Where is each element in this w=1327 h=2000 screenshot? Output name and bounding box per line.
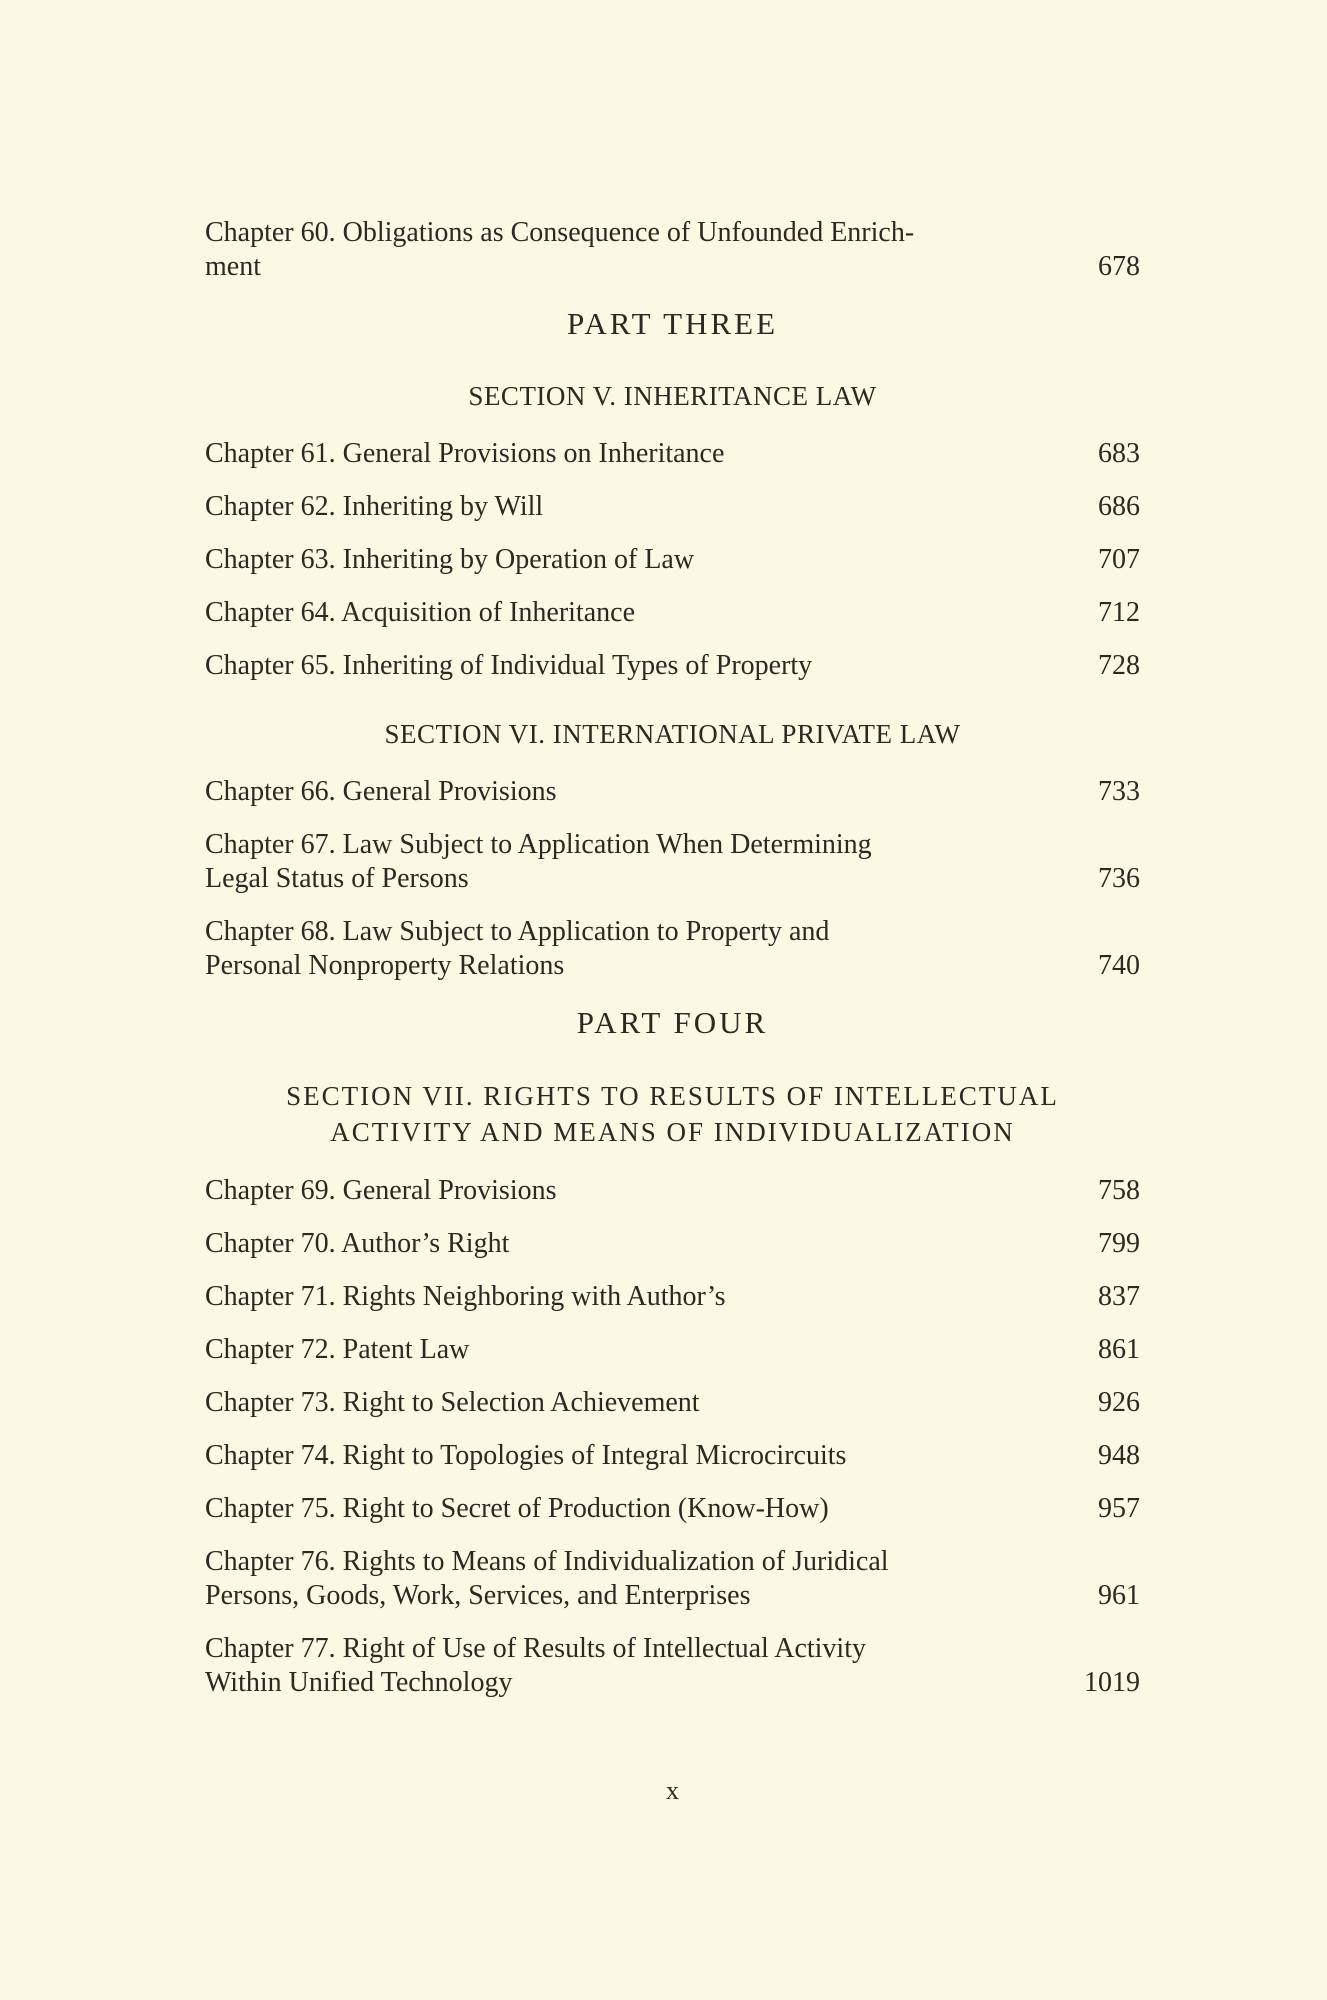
toc-entry-title (205, 490, 543, 524)
toc-entry-title (205, 596, 635, 630)
toc-entry-title (205, 915, 829, 983)
toc-entry-title (205, 828, 872, 896)
toc-entry-page-number: 861 (1098, 1334, 1140, 1365)
toc-entry-title-line: Chapter 65. Inheriting of Individual Types of Property (205, 650, 813, 681)
toc-entry-title-line: Chapter 61. General Provisions on Inheritance (205, 438, 725, 469)
toc-entry-title-line: Chapter 73. Right to Selection Achievement (205, 1387, 700, 1418)
toc-entry-title-line: Chapter 64. Acquisition of Inheritance (205, 597, 635, 628)
toc-entry-page-number: 686 (1098, 491, 1140, 522)
toc-entry-title (205, 437, 724, 471)
toc-entry-title-line: Chapter 71. Rights Neighboring with Author’s (205, 1281, 726, 1312)
toc-entry-page-number: 740 (1098, 950, 1140, 981)
toc-entry-page-number: 736 (1098, 863, 1140, 894)
toc-entry-title-line: Personal Nonproperty Relations (205, 950, 565, 981)
toc-entry-title-line: Chapter 76. Rights to Means of Individualization of Juridical (205, 1546, 889, 1577)
toc-entry-title-line: Legal Status of Persons (205, 863, 469, 894)
toc-entry-page-number: 712 (1098, 597, 1140, 628)
toc-entry-page-number: 1019 (1084, 1667, 1140, 1698)
toc-entry (205, 1545, 1140, 1613)
toc-entry-title (205, 1439, 846, 1473)
toc-entry (205, 543, 1140, 577)
toc-entry-title-line: Chapter 66. General Provisions (205, 776, 557, 807)
toc-entry-title-line: Chapter 62. Inheriting by Will (205, 491, 544, 522)
toc-entry (205, 1386, 1140, 1420)
toc-entry-page-number: 837 (1098, 1281, 1140, 1312)
toc-entry (205, 1174, 1140, 1208)
section-heading-line: ACTIVITY AND MEANS OF INDIVIDUALIZATION (330, 1117, 1015, 1147)
toc-entry-title-line: Chapter 74. Right to Topologies of Integral Microcircuits (205, 1440, 847, 1471)
toc-entry-title-line: Chapter 68. Law Subject to Application to Property and (205, 916, 830, 947)
toc-entry (205, 1227, 1140, 1261)
toc-entry-title-line: Chapter 69. General Provisions (205, 1175, 557, 1206)
toc-entry-title-line: Chapter 60. Obligations as Consequence of Unfounded Enrich- (205, 217, 915, 248)
toc-entry (205, 490, 1140, 524)
toc-entry-title (205, 1545, 889, 1613)
toc-entry-title-line: Chapter 75. Right to Secret of Production (Know-How) (205, 1493, 829, 1524)
toc-entry-page-number: 728 (1098, 650, 1140, 681)
toc-entry-page-number: 707 (1098, 544, 1140, 575)
toc-entry-title-line: Chapter 63. Inheriting by Operation of Law (205, 544, 695, 575)
toc-entry-page-number: 799 (1098, 1228, 1140, 1259)
toc-entry-title (205, 1174, 557, 1208)
toc-entry-title-line: ment (205, 251, 261, 282)
toc-entry (205, 437, 1140, 471)
toc-entry-page-number: 758 (1098, 1175, 1140, 1206)
toc-entry (205, 596, 1140, 630)
toc-entry (205, 1333, 1140, 1367)
section-heading (205, 717, 1140, 751)
toc-entry-title (205, 216, 914, 284)
toc-entry (205, 775, 1140, 809)
page-footer (205, 1774, 1140, 1808)
toc-entry-title-line: Chapter 70. Author’s Right (205, 1228, 510, 1259)
toc-entry-title-line: Persons, Goods, Work, Services, and Enterprises (205, 1580, 751, 1611)
toc-entry-title (205, 1632, 866, 1700)
section-heading-line: SECTION V. INHERITANCE LAW (468, 381, 877, 411)
section-heading (205, 1078, 1140, 1150)
section-heading (205, 379, 1140, 413)
toc-entry-title (205, 1227, 509, 1261)
toc-entry (205, 1492, 1140, 1526)
toc-entry-title-line: Chapter 67. Law Subject to Application When Determining (205, 829, 872, 860)
toc-entry-page-number: 926 (1098, 1387, 1140, 1418)
toc-entry-title (205, 775, 557, 809)
section-heading-line: SECTION VI. INTERNATIONAL PRIVATE LAW (384, 719, 961, 749)
toc-entry-title (205, 649, 812, 683)
toc-list (205, 216, 1140, 1700)
toc-entry-title-line: Chapter 77. Right of Use of Results of Intellectual Activity (205, 1633, 866, 1664)
toc-entry-title (205, 1492, 829, 1526)
section-heading-line: SECTION VII. RIGHTS TO RESULTS OF INTELLECTUAL (286, 1081, 1059, 1111)
toc-entry-page-number: 961 (1098, 1580, 1140, 1611)
toc-entry-page-number: 733 (1098, 776, 1140, 807)
part-heading: PART FOUR (576, 1005, 769, 1040)
toc-entry-page-number: 948 (1098, 1440, 1140, 1471)
toc-entry-title (205, 1333, 469, 1367)
toc-entry-page-number: 957 (1098, 1493, 1140, 1524)
toc-entry-page-number: 683 (1098, 438, 1140, 469)
toc-entry (205, 1439, 1140, 1473)
toc-entry (205, 828, 1140, 896)
toc-entry (205, 915, 1140, 983)
toc-entry (205, 649, 1140, 683)
toc-entry-title (205, 543, 694, 577)
toc-entry-page-number: 678 (1098, 251, 1140, 282)
folio-page-number: x (666, 1776, 679, 1805)
toc-entry-title (205, 1386, 700, 1420)
toc-entry-title (205, 1280, 726, 1314)
toc-entry (205, 1280, 1140, 1314)
toc-entry-title-line: Within Unified Technology (205, 1667, 513, 1698)
toc-entry (205, 216, 1140, 284)
part-heading: PART THREE (566, 306, 779, 341)
toc-entry-title-line: Chapter 72. Patent Law (205, 1334, 470, 1365)
toc-entry (205, 1632, 1140, 1700)
